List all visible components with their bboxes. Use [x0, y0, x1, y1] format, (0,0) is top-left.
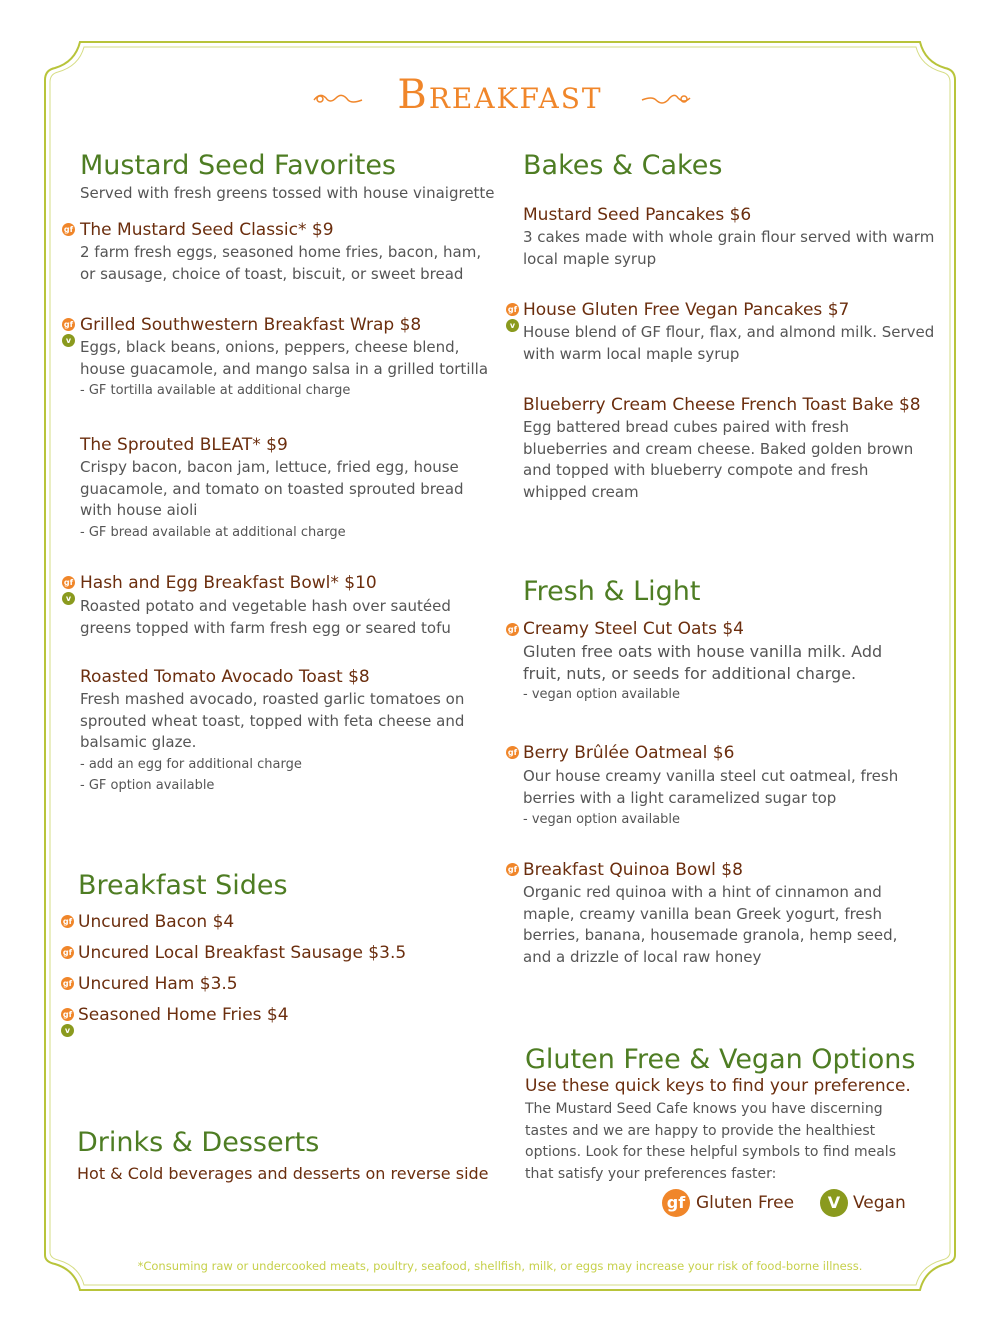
description-line: Eggs, black beans, onions, peppers, cheese blend, — [80, 338, 460, 356]
menu-item-name: Creamy Steel Cut Oats $4 — [523, 619, 744, 639]
gluten-free-icon: gf — [62, 917, 73, 926]
description-line: sprouted wheat toast, topped with feta cheese and — [80, 711, 465, 730]
menu-item-name: The Mustard Seed Classic* $9 — [80, 220, 334, 240]
gluten-free-icon: gf — [62, 1010, 73, 1019]
menu-item-note: - GF bread available at additional charge — [80, 524, 346, 540]
section-heading-fresh: Fresh & Light — [523, 576, 701, 607]
vegan-icon: v — [61, 1024, 74, 1037]
description-line: with house aioli — [80, 501, 198, 519]
right-flourish-icon — [640, 88, 692, 110]
description-line: Egg battered bread cubes paired with fresh — [523, 418, 850, 436]
gluten-free-legend-icon: gf — [662, 1189, 690, 1217]
description-line: with warm local maple syrup — [523, 344, 740, 363]
menu-item-note: - GF option available — [80, 778, 215, 793]
menu-item-description — [523, 227, 934, 270]
menu-item-description — [523, 882, 897, 968]
gluten-free-legend-label: Gluten Free — [696, 1193, 795, 1213]
description-line: Gluten free oats with house vanilla milk. Add — [523, 642, 883, 661]
side-item: Seasoned Home Fries $4 — [78, 1005, 289, 1025]
description-line: fruit, nuts, or seeds for additional charge. — [523, 663, 857, 683]
vegan-legend-label: Vegan — [853, 1193, 906, 1213]
section-heading-favorites: Mustard Seed Favorites — [80, 150, 396, 181]
gluten-free-icon: gf — [507, 865, 518, 874]
section-heading-drinks: Drinks & Desserts — [77, 1127, 320, 1158]
description-line: Crispy bacon, bacon jam, lettuce, fried egg, house — [80, 458, 459, 476]
menu-item-description — [523, 766, 898, 831]
menu-item-description — [80, 242, 481, 285]
description-line: 3 cakes made with whole grain flour served with warm — [523, 228, 935, 246]
gluten-free-icon: gf — [63, 578, 74, 587]
description-line: or sausage, choice of toast, biscuit, or sweet bread — [80, 264, 464, 283]
side-item: Uncured Ham $3.5 — [78, 974, 238, 994]
description-line: that satisfy your preferences faster: — [525, 1165, 777, 1182]
gf-vegan-description — [525, 1099, 896, 1185]
menu-item-description — [523, 641, 882, 706]
menu-item-name: Berry Brûlée Oatmeal $6 — [523, 743, 735, 763]
left-flourish-icon — [312, 88, 364, 110]
menu-item-note: - GF tortilla available at additional charge — [80, 383, 351, 398]
vegan-legend-icon: V — [820, 1189, 848, 1217]
menu-item-description — [80, 457, 464, 543]
description-line: 2 farm fresh eggs, seasoned home fries, bacon, ham, — [80, 243, 482, 261]
description-line: berries with a light caramelized sugar top — [523, 788, 837, 807]
menu-item-name: Blueberry Cream Cheese French Toast Bake $8 — [523, 395, 921, 415]
gf-vegan-subtitle: Use these quick keys to find your preference. — [525, 1076, 911, 1096]
gluten-free-icon: gf — [507, 305, 518, 314]
section-heading-sides: Breakfast Sides — [78, 870, 288, 901]
menu-item-description — [523, 417, 913, 503]
gluten-free-icon: gf — [507, 748, 518, 757]
description-line: options. Look for these helpful symbols to find meals — [525, 1144, 896, 1160]
description-line: greens topped with farm fresh egg or seared tofu — [80, 618, 451, 637]
menu-item-name: Mustard Seed Pancakes $6 — [523, 205, 752, 225]
side-item: Uncured Bacon $4 — [78, 912, 235, 932]
menu-item-note: - vegan option available — [523, 812, 681, 827]
menu-item-name: House Gluten Free Vegan Pancakes $7 — [523, 300, 850, 320]
description-line: Roasted potato and vegetable hash over sautéed — [80, 597, 451, 615]
menu-item-note: - add an egg for additional charge — [80, 756, 302, 772]
menu-item-description — [80, 689, 464, 797]
section-heading-bakes: Bakes & Cakes — [523, 150, 723, 181]
page-title: Breakfast — [397, 72, 603, 118]
vegan-icon: v — [62, 334, 75, 347]
description-line: guacamole, and tomato on toasted sprouted bread — [80, 479, 464, 498]
menu-item-name: Grilled Southwestern Breakfast Wrap $8 — [80, 315, 422, 335]
description-line: and a drizzle of local raw honey — [523, 947, 762, 966]
menu-item-note: - vegan option available — [523, 687, 681, 702]
menu-item-description — [80, 337, 488, 402]
description-line: and topped with blueberry compote and fresh — [523, 461, 869, 479]
description-line: local maple syrup — [523, 249, 657, 268]
description-line: whipped cream — [523, 482, 639, 501]
gluten-free-icon: gf — [507, 625, 518, 634]
menu-item-name: Breakfast Quinoa Bowl $8 — [523, 860, 743, 880]
food-safety-disclaimer: *Consuming raw or undercooked meats, poultry, seafood, shellfish, milk, or eggs may increase your risk of food-borne illness. — [137, 1259, 863, 1273]
description-line: blueberries and cream cheese. Baked golden brown — [523, 439, 914, 458]
gluten-free-icon: gf — [63, 225, 74, 234]
gluten-free-icon: gf — [63, 320, 74, 329]
gluten-free-icon: gf — [62, 979, 73, 988]
gluten-free-icon: gf — [62, 948, 73, 957]
menu-item-description — [523, 322, 934, 365]
description-line: Our house creamy vanilla steel cut oatmeal, fresh — [523, 767, 899, 785]
description-line: balsamic glaze. — [80, 733, 197, 751]
vegan-icon: v — [62, 592, 75, 605]
menu-item-name: Roasted Tomato Avocado Toast $8 — [80, 667, 370, 687]
description-line: Organic red quinoa with a hint of cinnamon and — [523, 883, 882, 901]
vegan-icon: v — [506, 319, 519, 332]
description-line: maple, creamy vanilla bean Greek yogurt, fresh — [523, 904, 882, 923]
menu-item-name: The Sprouted BLEAT* $9 — [80, 435, 288, 455]
description-line: berries, banana, housemade granola, hemp seed, — [523, 926, 898, 944]
menu-item-name: Hash and Egg Breakfast Bowl* $10 — [80, 573, 377, 593]
menu-item-description — [80, 596, 451, 639]
section-subtitle-drinks: Hot & Cold beverages and desserts on reverse side — [77, 1164, 489, 1183]
description-line: Fresh mashed avocado, roasted garlic tomatoes on — [80, 690, 465, 708]
side-item: Uncured Local Breakfast Sausage $3.5 — [78, 943, 407, 963]
description-line: House blend of GF flour, flax, and almond milk. Served — [523, 323, 935, 341]
description-line: tastes and we are happy to provide the healthiest — [525, 1122, 876, 1139]
description-line: The Mustard Seed Cafe knows you have discerning — [525, 1101, 883, 1117]
section-heading-gf-vegan: Gluten Free & Vegan Options — [525, 1044, 916, 1075]
section-subtitle-favorites: Served with fresh greens tossed with house vinaigrette — [80, 184, 495, 202]
description-line: house guacamole, and mango salsa in a grilled tortilla — [80, 359, 489, 378]
